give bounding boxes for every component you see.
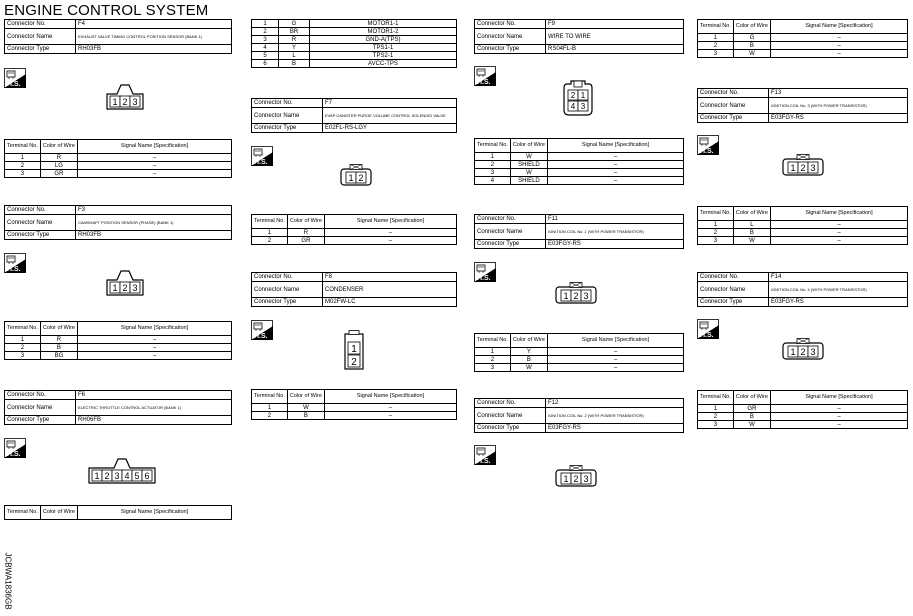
connector-f9-terminal-table: Terminal No. Color of Wire Signal Name [Specification] 1 W – 2 SHIELD – 3 W – 4 SHIELD – <box>474 138 684 185</box>
connector-f3-face <box>106 270 144 301</box>
connector-f6-info: Connector No. F6 Connector Name ELECTRIC THROTTLE CONTROL ACTUATOR (BANK 1) Connector Type RH06FB <box>4 390 232 425</box>
pin-label: 3 <box>132 97 138 107</box>
hs-icon <box>251 146 273 166</box>
hs-label: H.S. <box>7 266 21 273</box>
pin-label: 3 <box>810 347 816 357</box>
table-row: 3 W – <box>698 237 908 245</box>
connector-f13-terminal-table: Terminal No. Color of Wire Signal Name [Specification] 1 L – 2 B – 3 W – <box>697 206 908 245</box>
table-row: 2 B – <box>698 229 908 237</box>
hs-icon <box>697 135 719 155</box>
connector-f3-info: Connector No. F3 Connector Name CAMSHAFT POSITION SENSOR (PHASE) (BANK 1) Connector Type RH03FB <box>4 205 232 240</box>
connector-f14-terminal-table: Terminal No. Color of Wire Signal Name [Specification] 1 GR – 2 B – 3 W – <box>697 390 908 429</box>
connector-f8-face <box>344 330 364 375</box>
table-row: 1 L – <box>698 221 908 229</box>
table-row: 1 W – <box>252 404 457 412</box>
pin-label: 3 <box>583 474 589 484</box>
table-row: 1 Y – <box>475 348 684 356</box>
connector-f7-info: Connector No. F7 Connector Name EVAP CANISTER PURGE VOLUME CONTROL SOLENOID VALVE Connector Type E02FL-RS-LGY <box>251 98 457 133</box>
table-row: 2 SHIELD – <box>475 161 684 169</box>
table-row: 1 W – <box>475 153 684 161</box>
pin-label: 1 <box>112 283 118 293</box>
connector-f6-face <box>88 458 156 489</box>
pin-label: 3 <box>114 471 120 481</box>
pin-label: 3 <box>810 163 816 173</box>
table-row: 2 BR MOTOR1-2 <box>252 28 457 36</box>
pin-label: 2 <box>351 357 357 368</box>
hs-icon <box>474 262 496 282</box>
pin-label: 1 <box>790 163 796 173</box>
connector-f14-face <box>782 338 824 365</box>
hs-icon <box>4 438 26 458</box>
connector-f11-info: Connector No. F11 Connector Name IGNITION COIL No. 1 (WITH POWER TRANSISTOR) Connector Type E03FGY-RS <box>474 214 684 249</box>
hs-icon <box>4 253 26 273</box>
table-row: 4 Y TPS1-1 <box>252 44 457 52</box>
hs-icon <box>4 68 26 88</box>
connector-f6-terminal-table <box>251 19 457 68</box>
hs-label: H.S. <box>7 81 21 88</box>
table-row: 5 L TPS2-1 <box>252 52 457 60</box>
hs-icon <box>474 445 496 465</box>
table-row: 1 R – <box>5 154 232 162</box>
connector-f12-face <box>555 465 597 492</box>
table-row: 6 B AVCC-TPS <box>252 60 457 68</box>
pin-label: 1 <box>563 291 569 301</box>
table-row: 3 GR – <box>5 170 232 178</box>
pin-label: 1 <box>563 474 569 484</box>
pin-label: 1 <box>351 344 357 355</box>
pin-label: 1 <box>580 91 586 100</box>
table-row: 2 GR – <box>252 237 457 245</box>
table-row: 2 B – <box>698 413 908 421</box>
connector-f7-face <box>340 164 372 191</box>
connector-f12-info: Connector No. F12 Connector Name IGNITION COIL No. 2 (WITH POWER TRANSISTOR) Connector Type E03FGY-RS <box>474 398 684 433</box>
table-row: 1 G – <box>698 34 908 42</box>
hs-label: H.S. <box>254 159 268 166</box>
hs-label: H.S. <box>700 148 714 155</box>
table-row: 2 LG – <box>5 162 232 170</box>
connector-f12-terminal-table: Terminal No. Color of Wire Signal Name [Specification] 1 G – 2 B – 3 W – <box>697 19 908 58</box>
table-row: 2 B – <box>5 344 232 352</box>
pin-label: 2 <box>358 173 364 183</box>
connector-f4-info: Connector No. F4 Connector Name EXHAUST VALVE TIMING CONTROL POSITION SENSOR (BANK 1) Connector Type RH03FB <box>4 19 232 54</box>
pin-label: 4 <box>570 102 576 111</box>
hs-label: H.S. <box>477 79 491 86</box>
pin-label: 2 <box>570 91 576 100</box>
pin-label: 3 <box>583 291 589 301</box>
hs-icon <box>697 319 719 339</box>
pin-label: 4 <box>124 471 130 481</box>
table-row: 1 GR – <box>698 405 908 413</box>
connector-f8-terminal-table: Terminal No. Color of Wire Signal Name [Specification] 1 W – 2 B – <box>251 389 457 420</box>
pin-label: 1 <box>94 471 100 481</box>
pin-label: 2 <box>573 291 579 301</box>
figure-code: JCBWA1836GB <box>3 552 13 610</box>
connector-f9-face <box>563 80 593 121</box>
table-row: 3 W – <box>698 50 908 58</box>
table-row: 2 B – <box>475 356 684 364</box>
connector-f7-terminal-table: Terminal No. Color of Wire Signal Name [Specification] 1 R – 2 GR – <box>251 214 457 245</box>
table-row: 4 SHIELD – <box>475 177 684 185</box>
pin-label: 2 <box>800 163 806 173</box>
connector-f11-terminal-table: Terminal No. Color of Wire Signal Name [Specification] 1 Y – 2 B – 3 W – <box>474 333 684 372</box>
pin-label: 2 <box>122 97 128 107</box>
pin-label: 2 <box>800 347 806 357</box>
table-row: 3 BG – <box>5 352 232 360</box>
hs-label: H.S. <box>477 458 491 465</box>
pin-label: 6 <box>144 471 150 481</box>
connector-f13-face <box>782 154 824 181</box>
connector-f4-face <box>106 84 144 115</box>
pin-label: 2 <box>573 474 579 484</box>
connector-f14-info: Connector No. F14 Connector Name IGNITION COIL No. 4 (WITH POWER TRANSISTOR) Connector Type E03FGY-RS <box>697 272 908 307</box>
connector-f4-terminal-table: Terminal No. Color of Wire Signal Name [Specification] 1 R – 2 LG – 3 GR – <box>4 139 232 178</box>
table-row: 1 R – <box>252 229 457 237</box>
pin-label: 2 <box>104 471 110 481</box>
connector-f9-info: Connector No. F9 Connector Name WIRE TO WIRE Connector Type RS04FL-B <box>474 19 684 54</box>
hs-icon <box>251 320 273 340</box>
connector-f8-info: Connector No. F8 Connector Name CONDENSER Connector Type M02FW-LC <box>251 272 457 307</box>
connector-f6-terminal-table-header: Terminal No. Color of Wire Signal Name [Specification] <box>4 505 232 520</box>
hs-label: H.S. <box>7 451 21 458</box>
hs-icon <box>474 66 496 86</box>
table-row: 1 G MOTOR1-1 <box>252 20 457 28</box>
hs-label: H.S. <box>254 333 268 340</box>
page-title: ENGINE CONTROL SYSTEM <box>4 2 209 19</box>
pin-label: 2 <box>122 283 128 293</box>
connector-f3-terminal-table: Terminal No. Color of Wire Signal Name [Specification] 1 R – 2 B – 3 BG – <box>4 321 232 360</box>
hs-label: H.S. <box>700 332 714 339</box>
pin-label: 3 <box>580 102 586 111</box>
pin-label: 5 <box>134 471 140 481</box>
connector-f13-info: Connector No. F13 Connector Name IGNITION COIL No. 3 (WITH POWER TRANSISTOR) Connector Type E03FGY-RS <box>697 88 908 123</box>
table-row: 1 R – <box>5 336 232 344</box>
table-row: 2 B – <box>252 412 457 420</box>
pin-label: 1 <box>790 347 796 357</box>
table-row: 3 W – <box>475 364 684 372</box>
hs-label: H.S. <box>477 275 491 282</box>
pin-label: 1 <box>348 173 354 183</box>
table-row: 3 R GND-A(TPS) <box>252 36 457 44</box>
connector-f11-face <box>555 282 597 309</box>
table-row: 2 B – <box>698 42 908 50</box>
table-row: 3 W – <box>475 169 684 177</box>
pin-label: 1 <box>112 97 118 107</box>
pin-label: 3 <box>132 283 138 293</box>
table-row: 3 W – <box>698 421 908 429</box>
